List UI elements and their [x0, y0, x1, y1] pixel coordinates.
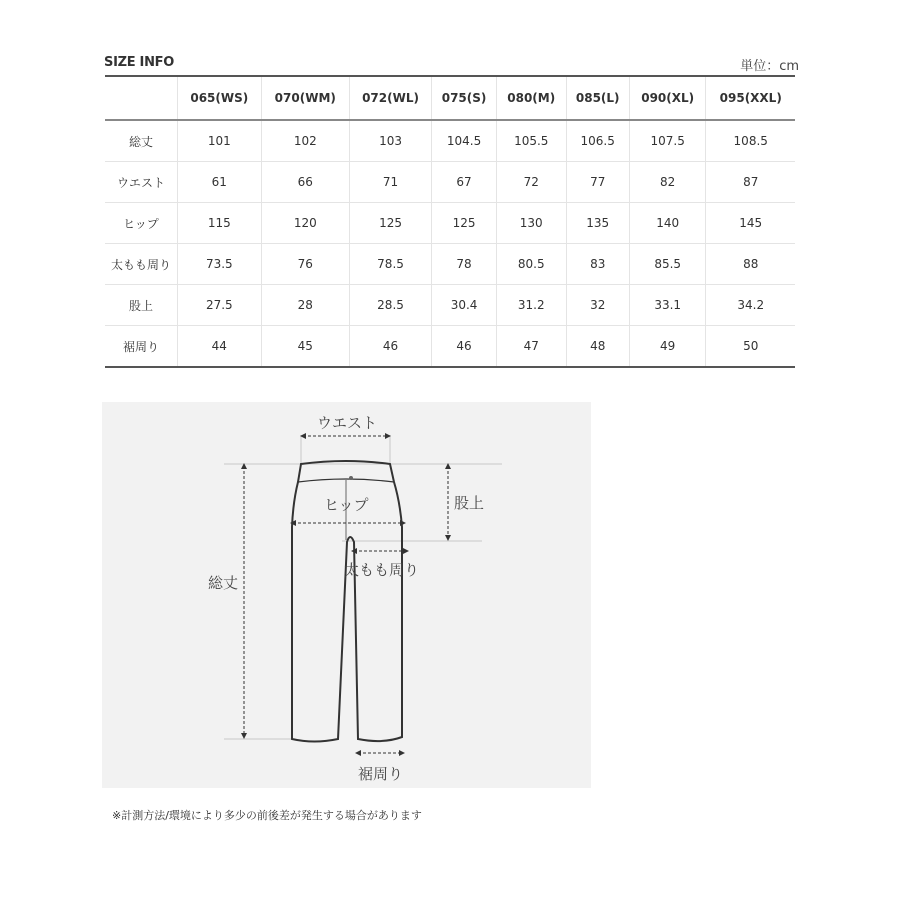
- table-cell: 101: [178, 120, 262, 162]
- table-cell: 61: [178, 162, 262, 203]
- table-cell: 67: [432, 162, 497, 203]
- length-label: 総丈: [208, 574, 239, 592]
- table-cell: 47: [496, 326, 566, 368]
- table-cell: 78.5: [349, 244, 431, 285]
- table-cell: 31.2: [496, 285, 566, 326]
- table-cell: 115: [178, 203, 262, 244]
- measurement-diagram: [102, 402, 591, 788]
- rise-label: 股上: [454, 494, 485, 512]
- column-header: [105, 76, 178, 120]
- table-cell: 83: [566, 244, 629, 285]
- table-cell: 72: [496, 162, 566, 203]
- column-header: 095(XXL): [706, 76, 795, 120]
- table-cell: 103: [349, 120, 431, 162]
- table-cell: 130: [496, 203, 566, 244]
- table-row: [105, 326, 795, 368]
- table-row: [105, 203, 795, 244]
- table-cell: 82: [629, 162, 706, 203]
- table-cell: 27.5: [178, 285, 262, 326]
- column-header: 070(WM): [261, 76, 349, 120]
- table-cell: 34.2: [706, 285, 795, 326]
- table-cell: 46: [432, 326, 497, 368]
- table-cell: 125: [432, 203, 497, 244]
- table-cell: 73.5: [178, 244, 262, 285]
- hem-label: 裾周り: [358, 765, 404, 783]
- hip-label: ヒップ: [324, 496, 369, 514]
- table-cell: 105.5: [496, 120, 566, 162]
- table-cell: 106.5: [566, 120, 629, 162]
- size-table: [105, 75, 795, 368]
- table-row: [105, 244, 795, 285]
- table-row: [105, 162, 795, 203]
- table-cell: 107.5: [629, 120, 706, 162]
- table-cell: 50: [706, 326, 795, 368]
- table-cell: 102: [261, 120, 349, 162]
- table-cell: 104.5: [432, 120, 497, 162]
- table-row: [105, 120, 795, 162]
- table-cell: 71: [349, 162, 431, 203]
- table-cell: 77: [566, 162, 629, 203]
- table-header-row: [105, 76, 795, 120]
- waist-label: ウエスト: [317, 414, 378, 432]
- table-cell: 78: [432, 244, 497, 285]
- table-cell: 76: [261, 244, 349, 285]
- table-cell: 45: [261, 326, 349, 368]
- table-row: [105, 285, 795, 326]
- column-header: 072(WL): [349, 76, 431, 120]
- column-header: 080(M): [496, 76, 566, 120]
- table-cell: 33.1: [629, 285, 706, 326]
- row-label: 股上: [105, 285, 178, 326]
- table-cell: 49: [629, 326, 706, 368]
- table-cell: 46: [349, 326, 431, 368]
- table-cell: 85.5: [629, 244, 706, 285]
- thigh-label: 太もも周り: [344, 561, 420, 579]
- table-cell: 28: [261, 285, 349, 326]
- table-cell: 145: [706, 203, 795, 244]
- table-cell: 48: [566, 326, 629, 368]
- table-cell: 135: [566, 203, 629, 244]
- pants-illustration: [102, 402, 591, 788]
- column-header: 075(S): [432, 76, 497, 120]
- column-header: 090(XL): [629, 76, 706, 120]
- row-label: 総丈: [105, 120, 178, 162]
- row-label: 太もも周り: [105, 244, 178, 285]
- table-cell: 140: [629, 203, 706, 244]
- unit-label: 単位：cm: [740, 59, 799, 74]
- table-cell: 32: [566, 285, 629, 326]
- column-header: 085(L): [566, 76, 629, 120]
- row-label: ヒップ: [105, 203, 178, 244]
- table-cell: 125: [349, 203, 431, 244]
- table-cell: 87: [706, 162, 795, 203]
- table-cell: 66: [261, 162, 349, 203]
- size-info-title: SIZE INFO: [104, 55, 174, 70]
- table-cell: 108.5: [706, 120, 795, 162]
- table-cell: 44: [178, 326, 262, 368]
- row-label: 裾周り: [105, 326, 178, 368]
- table-cell: 30.4: [432, 285, 497, 326]
- table-cell: 28.5: [349, 285, 431, 326]
- row-label: ウエスト: [105, 162, 178, 203]
- table-cell: 88: [706, 244, 795, 285]
- measurement-note: ※計測方法/環境により多少の前後差が発生する場合があります: [112, 809, 422, 822]
- column-header: 065(WS): [178, 76, 262, 120]
- table-cell: 80.5: [496, 244, 566, 285]
- table-cell: 120: [261, 203, 349, 244]
